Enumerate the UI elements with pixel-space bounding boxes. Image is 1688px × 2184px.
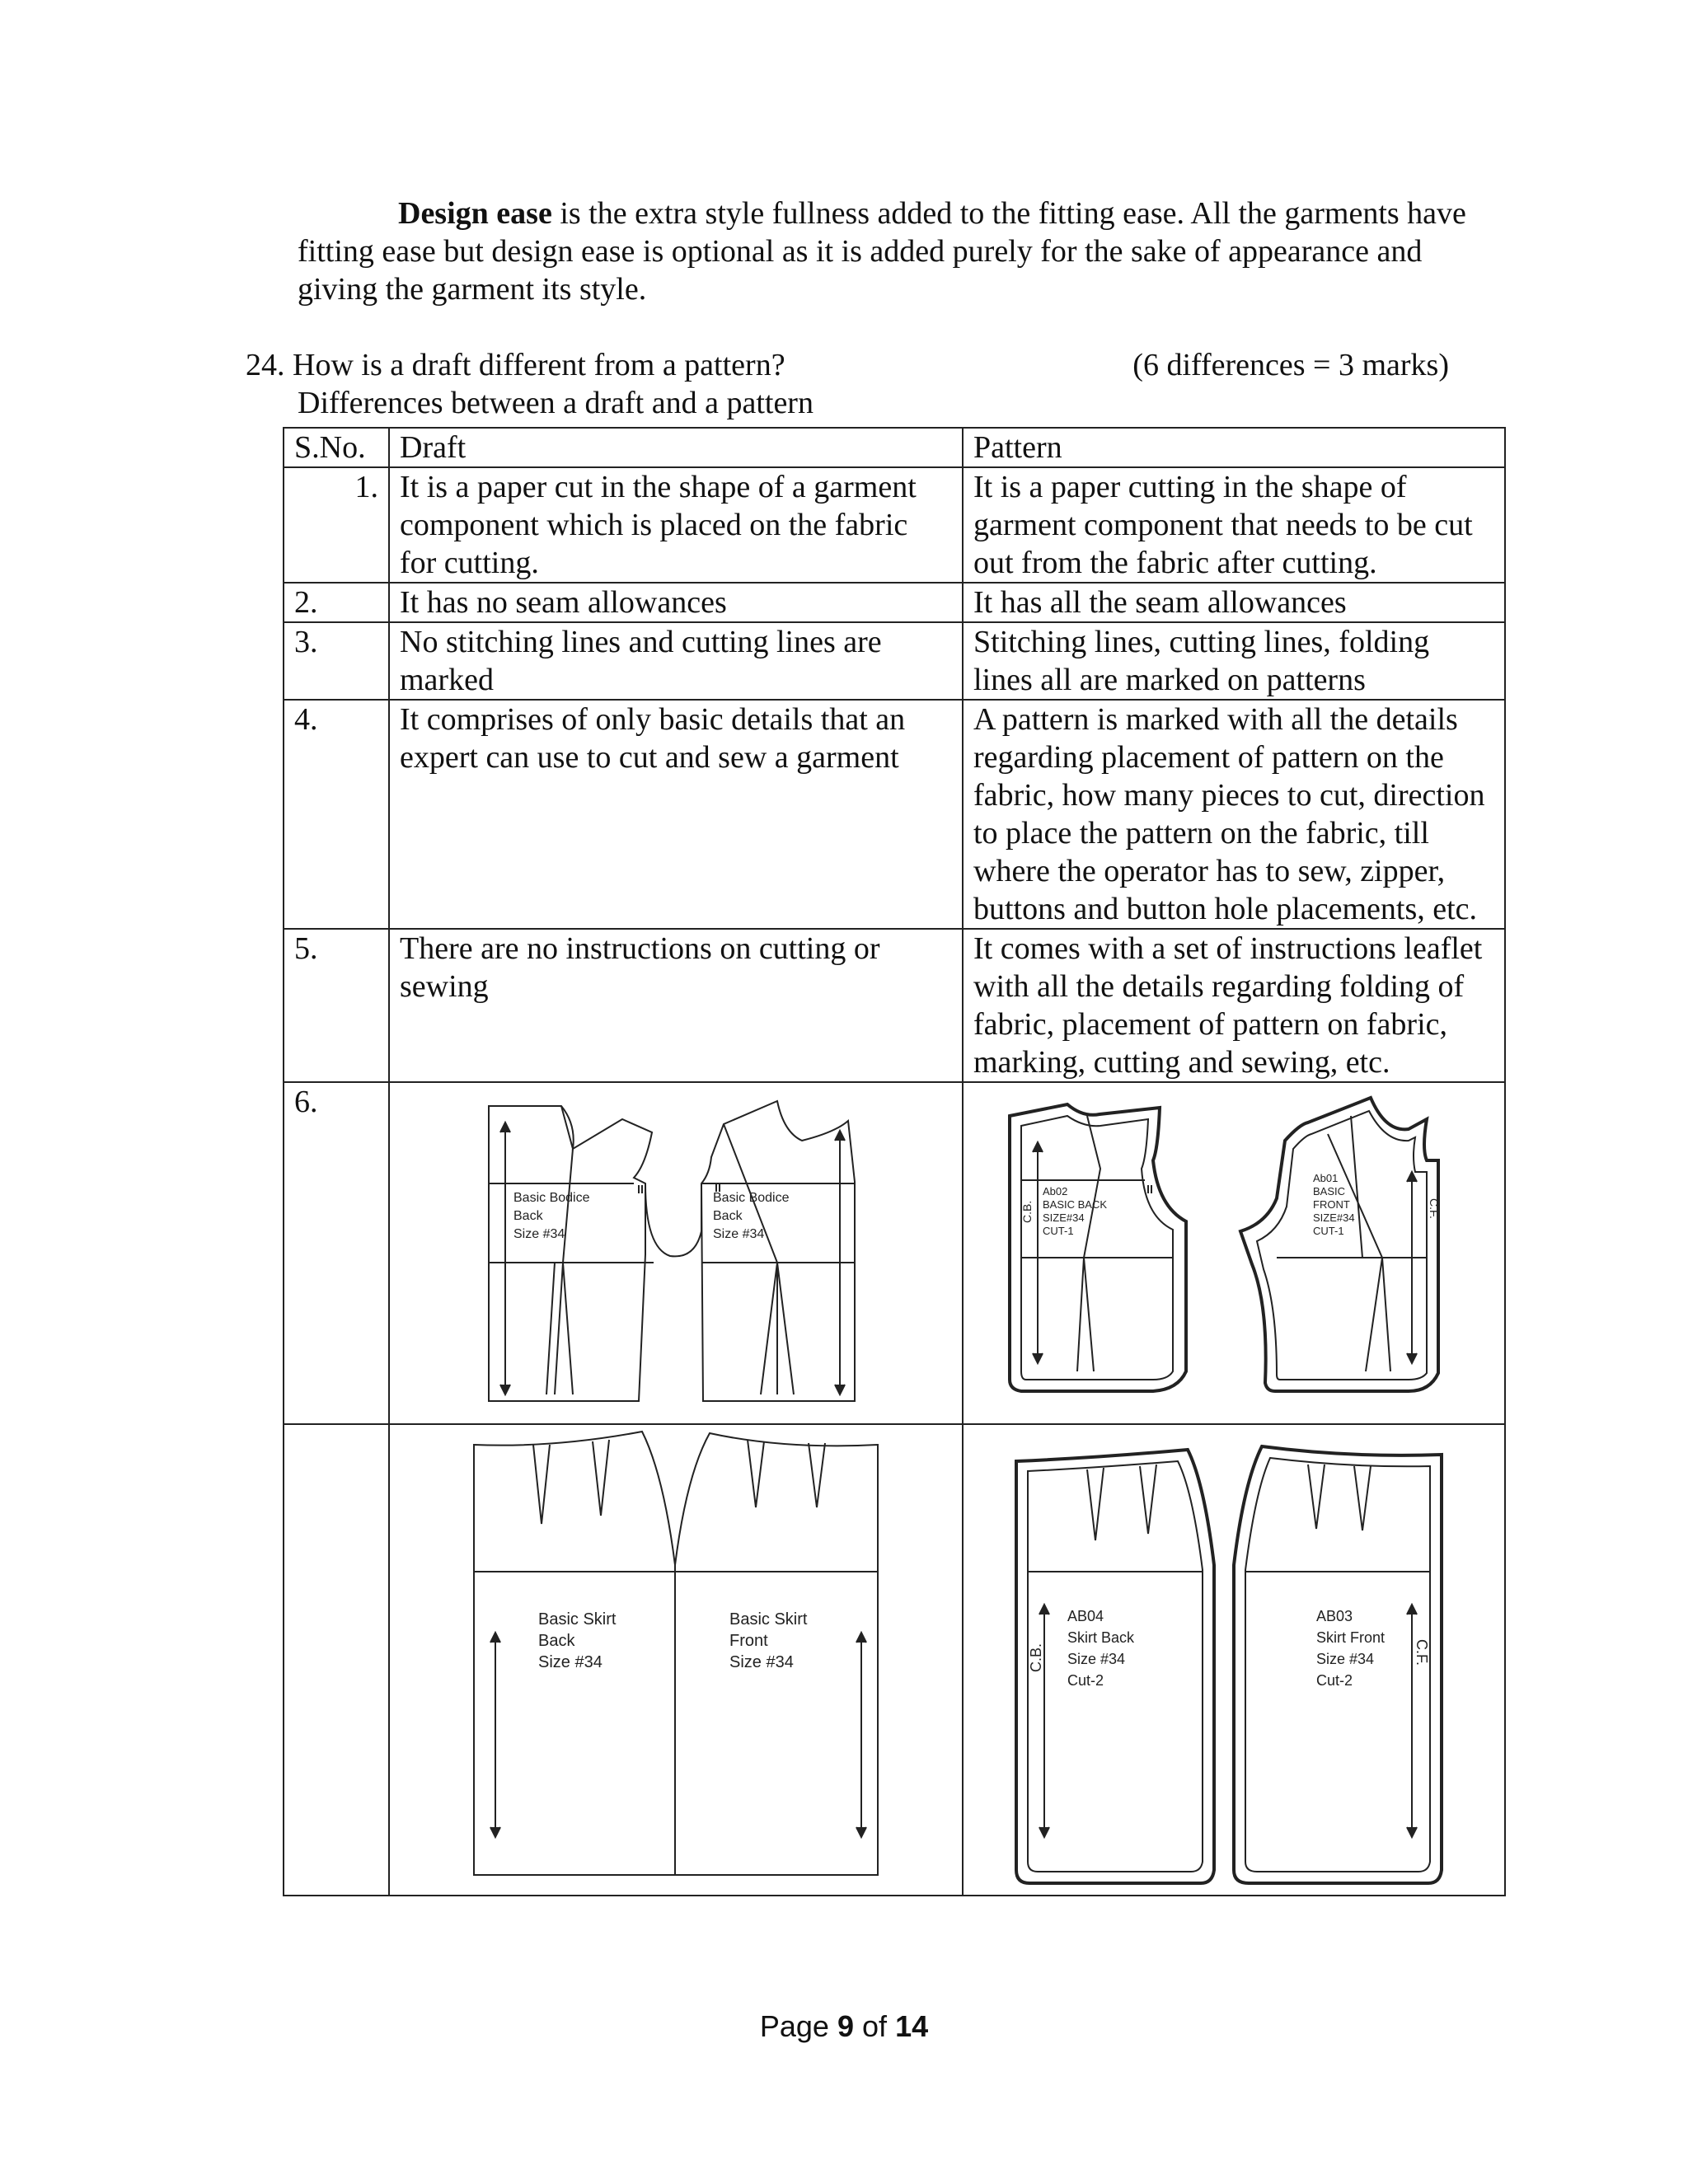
question-marks: (6 differences = 3 marks): [1132, 348, 1449, 382]
footer-current-page: 9: [837, 2009, 854, 2043]
draft-skirt-back-label-1: Basic Skirt: [538, 1610, 617, 1629]
pattern-bodice-back-label-4: CUT-1: [1043, 1225, 1074, 1237]
table-header-row: [284, 428, 1505, 467]
row-pattern: Stitching lines, cutting lines, folding lines all are marked on patterns: [963, 622, 1505, 700]
pattern-bodice-front-label-1: Ab01: [1313, 1172, 1339, 1184]
design-ease-term: Design ease: [398, 196, 552, 231]
row-sno: 3.: [284, 622, 389, 700]
header-sno: S.No.: [284, 428, 389, 467]
pattern-bodice-front-label-4: SIZE#34: [1313, 1212, 1355, 1224]
pattern-skirt-front-label-4: Cut-2: [1316, 1672, 1353, 1689]
draft-skirt-back-label-3: Size #34: [538, 1653, 603, 1671]
row-draft: No stitching lines and cutting lines are marked: [389, 622, 963, 700]
draft-bodice-front-label-1: Basic Bodice: [713, 1191, 790, 1205]
row-draft: It is a paper cut in the shape of a garment component which is placed on the fabric for cutting.: [389, 467, 963, 583]
draft-bodice-front-label-3: Size #34: [713, 1227, 765, 1241]
table-row: [284, 467, 1505, 583]
pattern-skirt-cell: [963, 1424, 1505, 1896]
pattern-skirt-back-label-2: Skirt Back: [1067, 1629, 1135, 1646]
draft-skirt-back-label-2: Back: [538, 1632, 575, 1650]
row-sno: 2.: [284, 583, 389, 622]
draft-skirt-front-label-2: Front: [729, 1632, 768, 1650]
table-row: [284, 583, 1505, 622]
pattern-bodice-back-label-1: Ab02: [1043, 1185, 1068, 1197]
pattern-skirt-back-label-4: Cut-2: [1067, 1672, 1104, 1689]
draft-bodice-back-label-1: Basic Bodice: [513, 1191, 590, 1205]
pattern-skirt-front-label-3: Size #34: [1316, 1651, 1375, 1667]
row-pattern: It is a paper cutting in the shape of garment component that needs to be cut out from the fabric after cutting.: [963, 467, 1505, 583]
pattern-bodice-front-label-2: BASIC: [1313, 1185, 1346, 1197]
table-row-figures-bodice: [284, 1082, 1505, 1424]
header-draft: Draft: [389, 428, 963, 467]
pattern-bodice-front-label-5: CUT-1: [1313, 1225, 1344, 1237]
draft-skirt-front-label-3: Size #34: [729, 1653, 794, 1671]
row-sno: 6.: [284, 1082, 389, 1424]
table-row: [284, 929, 1505, 1082]
header-pattern: Pattern: [963, 428, 1505, 467]
draft-bodice-back-label-3: Size #34: [513, 1227, 565, 1241]
pattern-bodice-diagram: [964, 1083, 1507, 1423]
pattern-bodice-front-label-3: FRONT: [1313, 1198, 1350, 1211]
pattern-bodice-back-label-2: BASIC BACK: [1043, 1198, 1108, 1211]
row-draft: There are no instructions on cutting or sewing: [389, 929, 963, 1082]
question-text: How is a draft different from a pattern?: [293, 348, 785, 382]
page-footer: [0, 2009, 1688, 2044]
pattern-bodice-front-cf: C.F.: [1428, 1198, 1441, 1219]
footer-total-pages: 14: [895, 2009, 929, 2043]
pattern-skirt-back-cb: C.B.: [1028, 1643, 1044, 1672]
pattern-skirt-diagram: [964, 1425, 1507, 1895]
row-pattern: A pattern is marked with all the details regarding placement of pattern on the fabric, how many pieces to cut, direction to place the pattern on the fabric, till where the operator has to sew, zipper, buttons and button hole placements, etc.: [963, 700, 1505, 929]
draft-vs-pattern-table: [283, 427, 1506, 1896]
row-draft: It has no seam allowances: [389, 583, 963, 622]
footer-of-word: of: [862, 2009, 888, 2043]
pattern-bodice-back-label-3: SIZE#34: [1043, 1212, 1085, 1224]
pattern-skirt-front-cf: C.F.: [1414, 1639, 1430, 1666]
pattern-skirt-front-label-1: AB03: [1316, 1608, 1353, 1624]
draft-skirt-front-label-1: Basic Skirt: [729, 1610, 808, 1629]
design-ease-paragraph: [298, 194, 1468, 308]
pattern-skirt-front-label-2: Skirt Front: [1316, 1629, 1386, 1646]
draft-bodice-front-label-2: Back: [713, 1209, 743, 1223]
draft-bodice-back-label-2: Back: [513, 1209, 543, 1223]
draft-bodice-diagram: [390, 1083, 960, 1423]
table-row: [284, 700, 1505, 929]
draft-skirt-diagram: [390, 1425, 960, 1895]
pattern-skirt-back-label-3: Size #34: [1067, 1651, 1126, 1667]
pattern-bodice-back-cb: C.B.: [1020, 1200, 1034, 1223]
row-pattern: It comes with a set of instructions leaflet with all the details regarding folding of fabric, placement of pattern on fabric, marking, cutting and sewing, etc.: [963, 929, 1505, 1082]
row-draft: It comprises of only basic details that an expert can use to cut and sew a garment: [389, 700, 963, 929]
table-caption: Differences between a draft and a pattern: [298, 386, 814, 420]
footer-page-word: Page: [759, 2009, 829, 2043]
draft-skirt-cell: [389, 1424, 963, 1896]
table-row-figures-skirt: [284, 1424, 1505, 1896]
row-sno: 4.: [284, 700, 389, 929]
empty-sno-cell: [284, 1424, 389, 1896]
design-ease-text: is the extra style fullness added to the fitting ease. All the garments have fitting ease but design ease is optional as it is added purely for the sake of appearance and giving the garment its style.: [298, 196, 1466, 307]
table-row: [284, 622, 1505, 700]
row-sno: 1.: [284, 467, 389, 583]
draft-bodice-cell: [389, 1082, 963, 1424]
row-pattern: It has all the seam allowances: [963, 583, 1505, 622]
pattern-bodice-cell: [963, 1082, 1505, 1424]
question-number: 24.: [246, 348, 285, 382]
question-24: [246, 346, 1449, 384]
pattern-skirt-back-label-1: AB04: [1067, 1608, 1104, 1624]
row-sno: 5.: [284, 929, 389, 1082]
